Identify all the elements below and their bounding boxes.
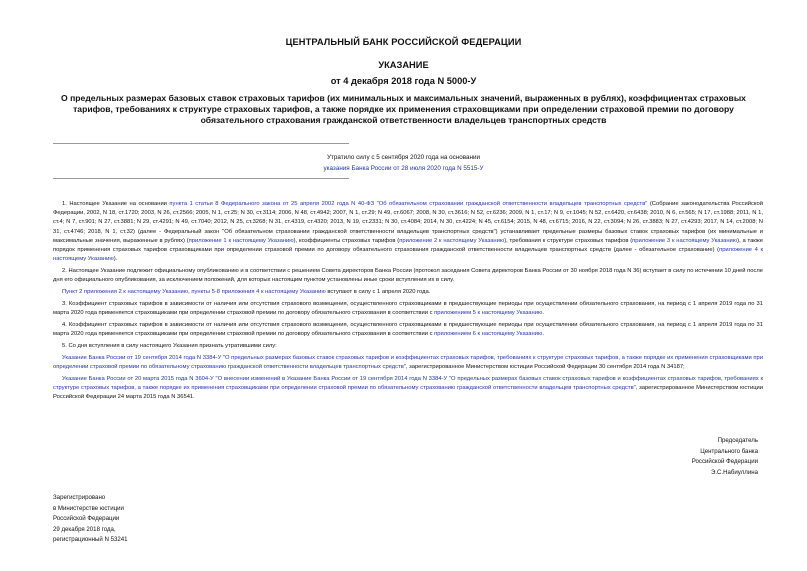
repeal-note xyxy=(260,152,547,174)
signatory-name: Э.С.Набиуллина xyxy=(710,468,758,476)
ukazanie-3384u-link[interactable]: Указание Банка России от 19 сентября 2014 года N 3384-У "О предельных размерах базовых ставок страховых тарифов и коэффициентах страховых тарифов, требованиях к структуре страховых тарифов, а также порядке их применения страховщиками при определении страховой премии по обязательному страхованию гражданской ответственности владельцев транспортных средств" xyxy=(53,354,763,370)
paragraph-text: ). xyxy=(113,256,118,263)
paragraph-2 xyxy=(53,267,763,285)
appendix-3-link[interactable]: приложение 3 к настоящему Указанию xyxy=(632,237,738,244)
paragraph-text: . xyxy=(542,331,544,338)
appendix-5-link[interactable]: приложением 5 к настоящему Указанию xyxy=(434,310,543,317)
appendix-2-4-points-link[interactable]: Пункт 2 приложения 2 к настоящему Указанию, пункты 5-8 приложения 4 к настоящему Указанию xyxy=(62,289,326,296)
registration-number: регистрационный N 53241 xyxy=(53,536,128,543)
document-date-number: от 4 декабря 2018 года N 5000-У xyxy=(330,76,477,86)
appendix-4-link[interactable]: приложение 4 к настоящему Указанию xyxy=(53,247,763,263)
paragraph-text: 2. Настоящее Указание подлежит официальному опубликованию и в соответствии с решением Совета директоров Банка России (протокол заседания Совета директоров Банка России от 30 ноября 2018 года N 36) вступает в силу по истечении 10 дней после дня его официального опубликования, за исключением положений, для которых настоящим пунктом установлены иные сроки вступления их в силу. xyxy=(53,268,763,284)
paragraph-3 xyxy=(53,300,763,318)
registration-line: в Министерстве юстиции xyxy=(53,504,124,512)
signatory-country: Российской Федерации xyxy=(691,458,758,465)
paragraph-text: ), коэффициенты страховых тарифов ( xyxy=(293,237,400,244)
paragraph-text: 4. Коэффициент страховых тарифов в зависимости от наличия или отсутствия страхового возмещения, осуществленного страховщиками в предшествующие периоды при осуществлении обязательного страхования, на период с 1 апреля 2019 года по 31 марта 2020 года применяется страховщиками при определении страховой премии по договору обязательного страхования в соответствии с xyxy=(53,321,763,338)
appendix-2-link[interactable]: приложение 2 к настоящему Указанию xyxy=(399,237,505,244)
paragraph-text: (Собрание законодательства Российской Федерации, 2002, N 18, ст.1720; 2003, N 26, ст.2566; 2005, N 1, ст.25; N 30, ст.3114; 2006, N 48, ст.4942; 2007, N 1, ст.29; N 49, ст.6067; 2008, N 30, ст.3616; N 52, ст.6236; 2009, N 1, ст.17; N 9, ст.1045; N 52, ст.6420, ст.6438; 2010, N 6, ст.565; N 17, ст.1988; 2011, N 1, ст.4; N 7, ст.901; N 27, ст.3881; N 29, ст.4291; N 49, ст.7040; 2012, N 25, ст.3268; N 31, ст.4319, ст.4320; 2013, N 19, ст.2331; N 30, ст.4084; 2014, N 30, ст.4224; N 45, ст.6154; 2015, N 48, ст.6715; 2016, N 22, ст.3094; N 26, ст.3883; N 27, ст.4293; 2017, N 14, ст.2008; N 31, ст.4746; 2018, N 1, ст.32) (далее - Федеральный закон "Об обязательном страховании гражданской ответственности владельцев транспортных средств") устанавливает предельные размеры базовых ставок страховых тарифов (их минимальные и максимальные значения, выраженные в рублях) ( xyxy=(53,201,763,244)
divider-top xyxy=(53,143,349,144)
paragraph-1 xyxy=(53,200,763,264)
issuer-heading: ЦЕНТРАЛЬНЫЙ БАНК РОССИЙСКОЙ ФЕДЕРАЦИИ xyxy=(285,37,522,47)
registration-line: Российской Федерации xyxy=(53,515,120,522)
repeal-text: Утратило силу с 5 сентября 2020 года на основании xyxy=(326,154,480,161)
registration-line: Зарегистрировано xyxy=(53,494,106,501)
appendix-1-link[interactable]: приложение 1 к настоящему Указанию xyxy=(188,237,294,244)
registration-block xyxy=(53,493,213,546)
signatory-position: Председатель xyxy=(717,437,758,444)
document-title: О предельных размерах базовых ставок страховых тарифов (их минимальных и максимальных значений, выраженных в рублях), коэффициентах страховых тарифов, требованиях к структуре страховых тарифов, а также порядке их применения страховщиками при определении страховой премии по договору обязательного страхования гражданской ответственности владельцев транспортных средств xyxy=(61,93,746,125)
paragraph-2-continuation xyxy=(53,288,763,297)
document-type: УКАЗАНИЕ xyxy=(378,60,429,70)
paragraph-text: ), а также порядок применения страховых тарифов страховщиками при определении страховой премии по договору обязательного страхования гражданской ответственности владельцев транспортных средств (далее - обязательное страхование) ( xyxy=(53,237,763,254)
paragraph-text: 3. Коэффициент страховых тарифов в зависимости от наличия или отсутствия страхового возмещения, осуществленного страховщиками в предшествующие периоды при осуществлении обязательного страхования, на период с 1 апреля 2019 года по 31 марта 2020 года применяется страховщиками при определении страховой премии по договору обязательного страхования в соответствии с xyxy=(53,300,763,317)
paragraph-text: . xyxy=(542,310,544,317)
signatory-org: Центрального банка xyxy=(700,447,758,455)
paragraph-text: ), требования к структуре страховых тарифов ( xyxy=(504,237,633,244)
paragraph-text: 5. Со дня вступления в силу настоящего Указания признать утратившими силу: xyxy=(62,342,277,349)
paragraph-text: , зарегистрированное Министерством юстиции Российской Федерации 30 сентября 2014 года N 34187; xyxy=(405,363,685,370)
paragraph-text: 1. Настоящее Указание на основании xyxy=(62,201,170,207)
paragraph-text: , зарегистрированное Министерством юстиции Российской Федерации 24 марта 2015 года N 36541. xyxy=(53,384,763,401)
ukazanie-3604u-link[interactable]: Указание Банка России от 20 марта 2015 года N 3604-У "О внесении изменений в Указание Банка России от 19 сентября 2014 года N 3384-У "О предельных размерах базовых ставок страховых тарифов и коэффициентах страховых тарифов, требованиях к структуре страховых тарифов, а также порядке их применения страховщиками при определении страховой премии по обязательному страхованию гражданской ответственности владельцев транспортных средств" xyxy=(53,375,763,391)
appendix-6-link[interactable]: приложением 6 к настоящему Указанию xyxy=(434,331,543,338)
repeal-link[interactable]: указания Банка России от 28 июля 2020 года N 5515-У xyxy=(323,165,484,172)
registration-date: 29 декабря 2018 года, xyxy=(53,525,116,533)
document-body xyxy=(53,200,763,405)
law-40fz-link[interactable]: пункта 1 статьи 8 Федерального закона от 25 апреля 2002 года N 40-ФЗ "Об обязательном страховании гражданской ответственности владельцев транспортных средств" xyxy=(169,201,648,207)
repealed-act-2 xyxy=(53,375,763,403)
signature-block xyxy=(640,436,758,478)
repealed-act-1 xyxy=(53,354,763,372)
paragraph-text: вступают в силу с 1 апреля 2020 года. xyxy=(325,289,431,296)
divider-bottom xyxy=(53,178,349,179)
paragraph-5 xyxy=(53,342,763,351)
paragraph-4 xyxy=(53,321,763,339)
